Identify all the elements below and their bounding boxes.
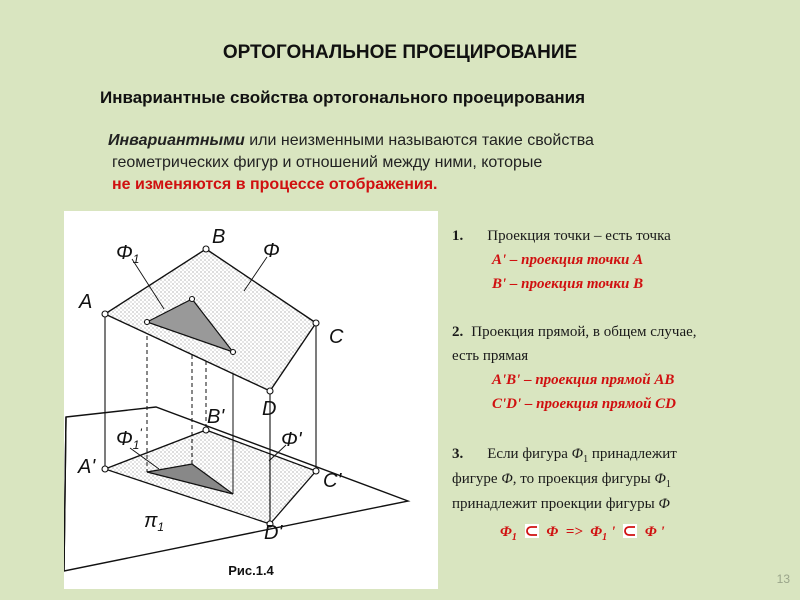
prop3-line-2: фигуре Φ, то проекция фигуры $\Phi_1$ <box>452 471 671 490</box>
prop2-text-2: есть прямая <box>452 348 529 364</box>
label-phi1-prime: $\Phi_1'$ <box>116 426 142 452</box>
prop3-line-3: принадлежит проекции фигуры Φ <box>452 496 670 512</box>
subset-icon-2 <box>623 524 637 538</box>
label-D-prime: D' <box>264 522 283 544</box>
figure-panel <box>64 211 438 589</box>
label-C-prime: C' <box>323 470 342 492</box>
prop1-example-2: B' – проекция точки B <box>492 276 644 292</box>
prop2-number: 2. <box>452 324 464 340</box>
prop1-example-1: A' – проекция точки A <box>492 252 644 268</box>
prop2-example-2: C'D' – проекция прямой CD <box>492 396 677 412</box>
subset-icon <box>525 524 539 538</box>
label-plane: $\pi_1$ <box>144 510 165 534</box>
projection-figure <box>64 211 438 589</box>
page-number: 13 <box>776 572 790 586</box>
label-phi1: $\Phi_1$ <box>116 242 140 266</box>
formula-phi: Φ <box>546 524 559 540</box>
intro-line-2: геометрических фигур и отношений между ними, которые <box>112 154 543 171</box>
label-phi: Φ <box>263 240 280 262</box>
label-A-prime: A' <box>78 456 96 478</box>
intro-paragraph <box>108 130 748 196</box>
formula-arrow: => <box>565 524 583 540</box>
original-quad <box>105 249 316 391</box>
label-C: C <box>329 326 344 348</box>
prop1-text: Проекция точки – есть точка <box>487 228 671 244</box>
intro-line-3: не изменяются в процессе отображения. <box>112 176 438 193</box>
figure-caption: Рис.1.4 <box>228 563 274 578</box>
slide-subtitle: Инвариантные свойства ортогонального проецирования <box>100 88 586 107</box>
formula-phi-prime: Φ ' <box>644 524 665 540</box>
prop1-line <box>452 228 671 245</box>
intro-term: Инвариантными <box>108 132 245 149</box>
formula-phi1: Φ <box>500 524 512 540</box>
subset-formula: $\Phi_1$ $\Phi => \Phi_1$ ' Φ ' <box>500 524 665 543</box>
prop3-line-1: 3. Если фигура $\Phi_1$ принадлежит <box>452 446 677 465</box>
intro-line-1 <box>108 130 748 152</box>
label-B-prime: B' <box>207 406 225 428</box>
prop3-number: 3. <box>452 446 464 462</box>
prop2-line <box>452 324 697 341</box>
prop1-number: 1. <box>452 228 464 244</box>
label-A: A <box>79 291 93 313</box>
prop2-example-1: A'B' – проекция прямой AB <box>492 372 675 388</box>
prop2-text: Проекция прямой, в общем случае, <box>471 324 697 340</box>
label-phi-prime: Φ' <box>281 429 302 451</box>
formula-phi1-prime: Φ <box>590 524 603 540</box>
intro-line-1-rest: или неизменными называются такие свойства <box>244 132 594 149</box>
slide-title: ОРТОГОНАЛЬНОЕ ПРОЕЦИРОВАНИЕ <box>222 42 578 63</box>
label-D: D <box>262 398 277 420</box>
label-B: B <box>212 226 226 248</box>
